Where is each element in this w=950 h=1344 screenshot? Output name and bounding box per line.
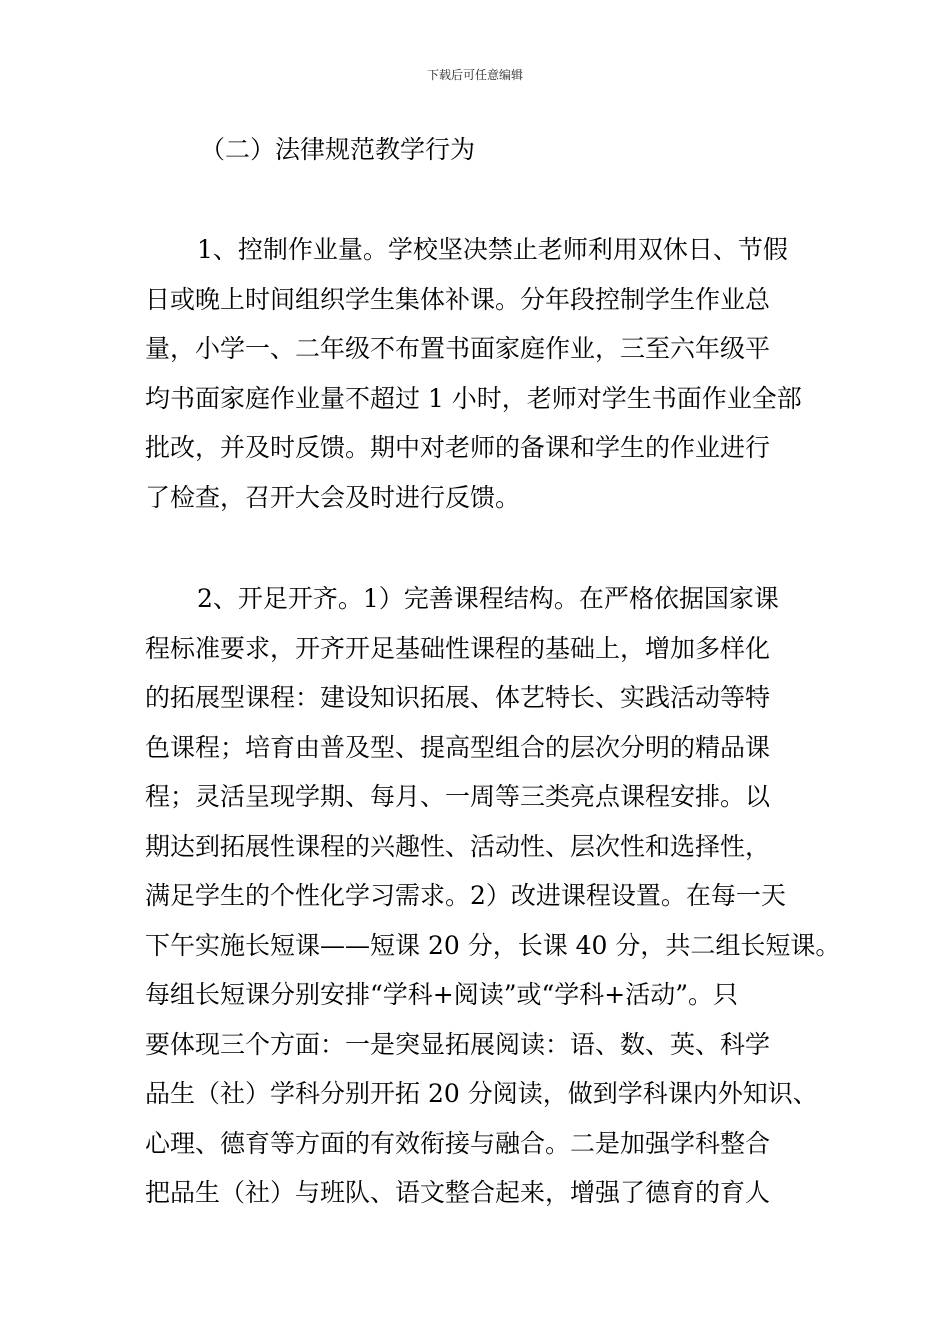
paragraph-line: 品生（社）学科分别开拓 20 分阅读，做到学科课内外知识、	[145, 1079, 818, 1108]
paragraph-line: 满足学生的个性化学习需求。2）改进课程设置。在每一天	[145, 881, 786, 910]
paragraph-line: 心理、德育等方面的有效衔接与融合。二是加强学科整合	[145, 1128, 771, 1158]
paragraph-line: 色课程；培育由普及型、提高型组合的层次分明的精品课	[145, 732, 771, 762]
paragraph-line: 要体现三个方面：一是突显拓展阅读：语、数、英、科学	[145, 1029, 771, 1059]
paragraph-line: 程标准要求，开齐开足基础性课程的基础上，增加多样化	[145, 633, 771, 663]
paragraph-line: 1、控制作业量。学校坚决禁止老师利用双休日、节假	[197, 235, 788, 264]
paragraph-line: 期达到拓展性课程的兴趣性、活动性、层次性和选择性，	[145, 831, 771, 861]
paragraph-line: 日或晚上时间组织学生集体补课。分年段控制学生作业总	[145, 284, 771, 314]
paragraph-line: 每组长短课分别安排“学科+阅读”或“学科+活动”。只	[145, 980, 739, 1009]
header-note: 下载后可任意编辑	[426, 68, 523, 82]
paragraph-line: 程；灵活呈现学期、每月、一周等三类亮点课程安排。以	[145, 782, 771, 811]
paragraph-line: 把品生（社）与班队、语文整合起来，增强了德育的育人	[145, 1178, 771, 1207]
paragraph-1	[145, 225, 802, 522]
paragraph-2	[145, 574, 840, 1218]
paragraph-line: 2、开足开齐。1）完善课程结构。在严格依据国家课	[197, 584, 779, 613]
paragraph-line: 了检查，召开大会及时进行反馈。	[145, 482, 521, 512]
paragraph-line: 的拓展型课程：建设知识拓展、体艺特长、实践活动等特	[145, 683, 771, 712]
paragraph-line: 均书面家庭作业量不超过 1 小时，老师对学生书面作业全部	[145, 383, 802, 413]
paragraph-line: 批改，并及时反馈。期中对老师的备课和学生的作业进行	[145, 433, 771, 462]
section-heading: （二）法律规范教学行为	[200, 135, 476, 164]
paragraph-line: 下午实施长短课——短课 20 分，长课 40 分，共二组长短课。	[145, 930, 841, 960]
paragraph-line: 量，小学一、二年级不布置书面家庭作业，三至六年级平	[145, 334, 771, 363]
